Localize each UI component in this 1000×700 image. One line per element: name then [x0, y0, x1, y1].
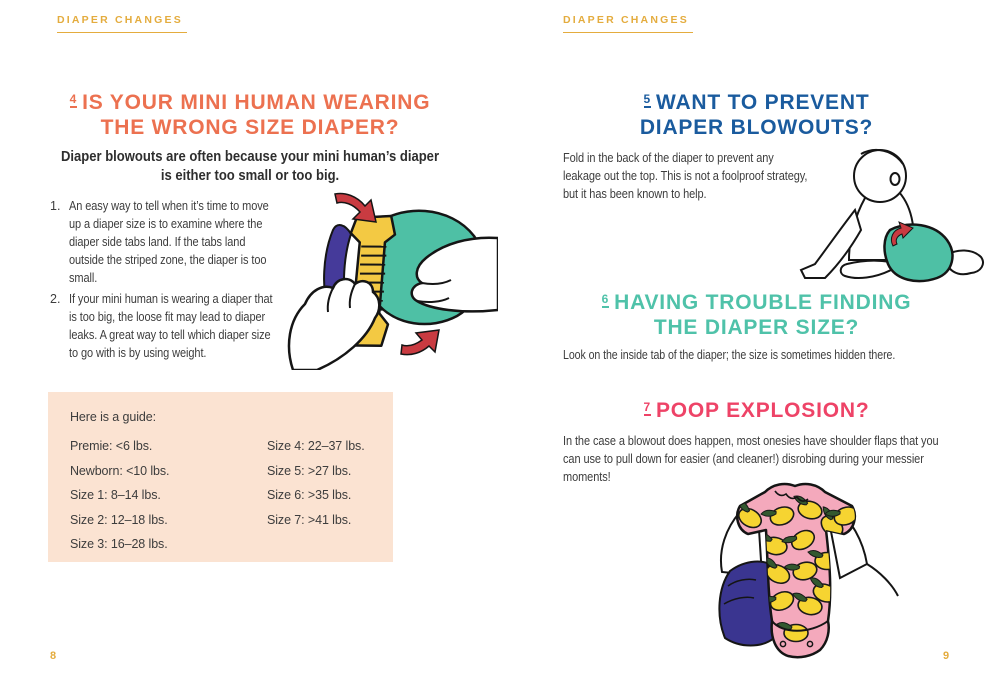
section6-title-line1: HAVING TROUBLE FINDING: [614, 291, 912, 314]
list-item-1: [50, 197, 301, 287]
guide-item: Premie: <6 lbs.: [70, 439, 153, 453]
list-item-2: [50, 290, 301, 362]
section5-number: 5: [643, 92, 651, 106]
guide-intro: Here is a guide:: [70, 410, 156, 424]
guide-item: Size 6: >35 lbs.: [267, 488, 352, 502]
page-number-left: 8: [50, 650, 57, 662]
guide-item: Newborn: <10 lbs.: [70, 463, 170, 478]
guide-item: Size 5: >27 lbs.: [267, 463, 352, 478]
running-header-left: DIAPER CHANGES: [57, 14, 187, 33]
guide-item: Size 2: 12–18 lbs.: [70, 512, 168, 527]
running-header-right: DIAPER CHANGES: [563, 14, 693, 33]
guide-column-left: [70, 437, 169, 560]
section6-number: 6: [601, 292, 610, 306]
baby-sitting-illustration: [795, 146, 990, 290]
guide-item: Size 1: 8–14 lbs.: [70, 488, 161, 502]
section5-title-line2: DIAPER BLOWOUTS?: [639, 116, 874, 139]
section7-title-text: POOP EXPLOSION?: [655, 399, 870, 422]
list-item-2-text: If your mini human is wearing a diaper that is too big, the loose fit may lead to diaper leaks. A great way to tell which diaper size to go with is by using weight.: [69, 292, 273, 360]
section7-body: In the case a blowout does happen, most onesies have shoulder flaps that you can use to pull down for easier (and cleaner!) disrobing during your messier moments!: [563, 434, 939, 484]
section4-number: 4: [69, 92, 78, 106]
section6-title-line2: THE DIAPER SIZE?: [653, 316, 860, 339]
section7-title: [563, 398, 950, 423]
guide-item: Size 7: >41 lbs.: [267, 512, 352, 527]
section4-title-line2: THE WRONG SIZE DIAPER?: [100, 116, 400, 139]
section5-body: Fold in the back of the diaper to prevent any leakage out the top. This is not a foolproof strategy, but it has been known to help.: [563, 151, 808, 201]
onesie-lemons-illustration: [670, 476, 950, 666]
list-item-1-number: 1.: [50, 199, 61, 213]
guide-item: Size 3: 16–28 lbs.: [70, 537, 168, 551]
guide-item: Size 4: 22–37 lbs.: [267, 439, 365, 453]
list-item-1-text: An easy way to tell when it’s time to move up a diaper size is to examine where the diaper side tabs land. If the tabs land outside the striped zone, the diaper is too small.: [69, 199, 269, 285]
section6-body: Look on the inside tab of the diaper; the size is sometimes hidden there.: [563, 348, 896, 362]
guide-column-right: [267, 437, 365, 535]
page-number-right: 9: [943, 650, 950, 662]
list-item-2-number: 2.: [50, 292, 61, 306]
page-right: [500, 0, 1000, 700]
diaper-tabs-illustration: [283, 186, 498, 370]
section5-title-line1: WANT TO PREVENT: [656, 91, 870, 114]
section4-title-line1: IS YOUR MINI HUMAN WEARING: [82, 91, 431, 114]
section4-subtitle: Diaper blowouts are often because your mini human’s diaper is either too small or too big.: [60, 149, 440, 184]
section6-title: [563, 290, 950, 340]
section4-title: [40, 90, 460, 140]
section7-number: 7: [643, 400, 651, 414]
size-guide-box: [48, 392, 393, 562]
section5-title: [563, 90, 950, 140]
